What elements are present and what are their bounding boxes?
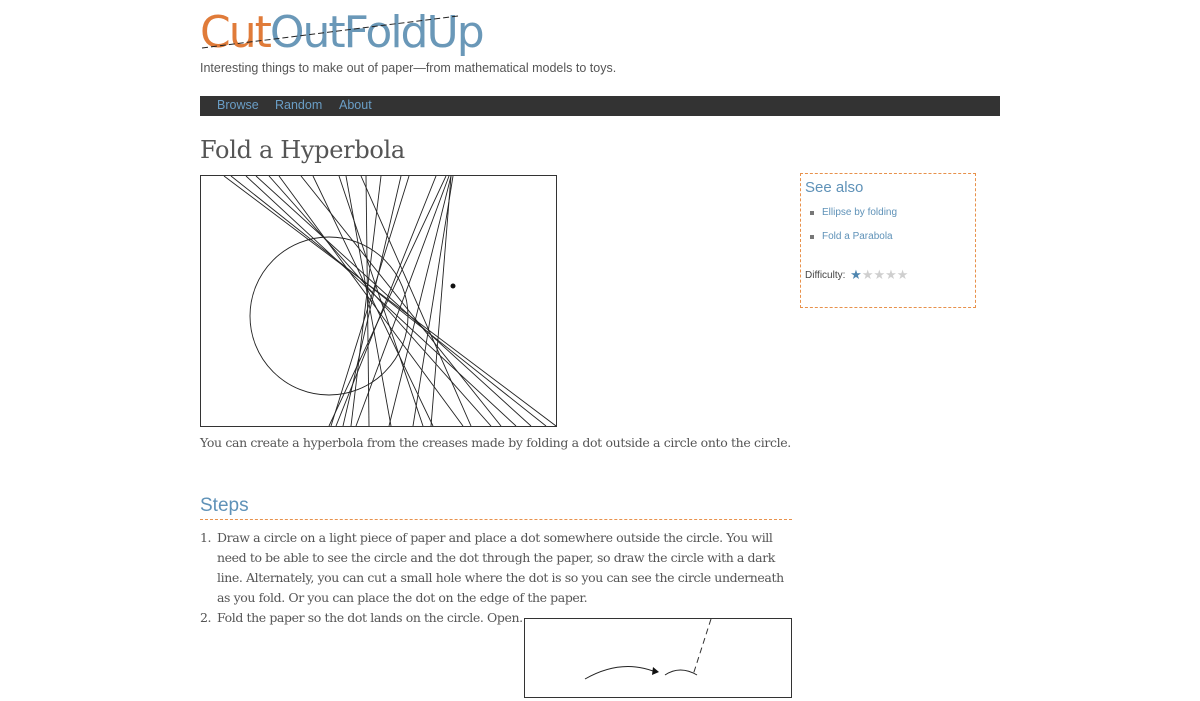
step-text: Draw a circle on a light piece of paper and place a dot somewhere outside the circle. You will need to be able to see the circle and the dot through the paper, so draw the circle with a dark line. Alternately, you can cut a small hole where the dot is so you can see the circle underneath as you fold. Or you can place the dot on the edge of the paper. — [217, 530, 784, 605]
star-empty-icon: ★ — [885, 267, 897, 282]
hyperbola-illustration — [200, 175, 557, 427]
logo-part-out: Out — [269, 7, 344, 58]
see-also-box — [800, 173, 976, 308]
fold-dot-figure — [525, 619, 791, 697]
focus-dot — [451, 284, 456, 289]
link-fold-a-parabola[interactable]: Fold a Parabola — [822, 231, 893, 242]
difficulty-label: Difficulty: — [805, 270, 846, 281]
page-title: Fold a Hyperbola — [200, 136, 405, 164]
logo-part-fold: Fold — [343, 7, 427, 58]
nav-about-link[interactable]: About — [339, 98, 372, 112]
star-filled-icon: ★ — [850, 267, 862, 282]
step-item — [200, 528, 792, 608]
logo-part-cut: Cut — [200, 7, 270, 58]
difficulty-stars — [850, 267, 908, 283]
nav-random-link[interactable]: Random — [275, 98, 323, 112]
see-also-list — [809, 207, 897, 255]
intro-text: You can create a hyperbola from the creases made by folding a dot outside a circle onto the circle. — [200, 435, 791, 450]
bullet-icon — [810, 235, 814, 239]
star-empty-icon: ★ — [861, 267, 874, 282]
nav-bar — [200, 96, 1000, 116]
see-also-item — [809, 207, 897, 231]
site-tagline: Interesting things to make out of paper—from mathematical models to toys. — [200, 61, 617, 75]
steps-heading: Steps — [200, 495, 792, 520]
site-logo[interactable] — [200, 6, 483, 60]
step-number: 2. — [200, 610, 212, 625]
steps-list — [200, 528, 792, 628]
logo-fold-line-icon — [200, 6, 483, 60]
see-also-heading: See also — [805, 179, 864, 196]
nav-browse-link[interactable]: Browse — [217, 98, 259, 112]
difficulty-rating — [805, 267, 908, 283]
step-text: Fold the paper so the dot lands on the circle. Open. — [217, 610, 523, 625]
logo-part-up: Up — [426, 7, 483, 58]
step2-illustration — [524, 618, 792, 698]
star-empty-icon: ★ — [896, 267, 909, 282]
link-ellipse-by-folding[interactable]: Ellipse by folding — [822, 207, 898, 218]
hyperbola-creases-figure — [201, 176, 556, 426]
bullet-icon — [810, 211, 814, 215]
star-empty-icon: ★ — [873, 267, 886, 282]
step-number: 1. — [200, 530, 212, 545]
see-also-item — [809, 231, 897, 255]
